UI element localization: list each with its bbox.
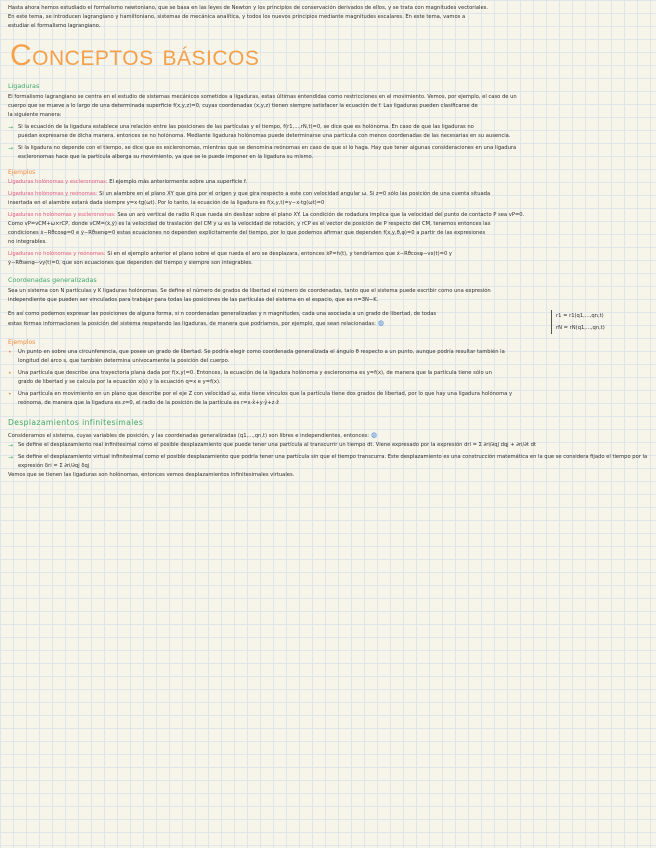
ligaduras-line: cuerpo que se mueve a lo largo de una determinada superficie f(x,y,z)=0, cuyas coordenadas (x,y,z) tienen siempre satisfacer la ecuación de f. Las ligaduras pueden clasificarse de [8, 103, 478, 109]
ejemplos2-section [8, 338, 648, 408]
info-circle-icon: ◍ [377, 319, 384, 327]
arrow-right-icon: → [8, 454, 14, 461]
desplazamiento-virtual-bullet [8, 453, 648, 471]
ejemplo-line: ẏ−Rθ̇senφ−vy(t)=0, que son ecuaciones que dependen del tiempo y siempre son integrables. [8, 260, 253, 266]
coordenadas-heading: Coordenadas generalizadas [8, 276, 97, 284]
ejemplo-line: Sea un aro vertical de radio R que rueda sin deslizar sobre el plano XY. La condición de rodadura implica que la velocidad del punto de contacto P sea vP=0. [117, 212, 525, 218]
intro-paragraph [8, 4, 648, 31]
ejemplo2-line: longitud del arco s, que también determina unívocamente la posición del cuerpo. [18, 358, 230, 364]
ejemplo2-item [8, 369, 648, 387]
intro-line: Hasta ahora hemos estudiado el formalismo newtoniano, que se basa en las leyes de Newton y los principios de conservación derivados de ellos, y se trata con magnitudes vectoriales. [8, 5, 488, 11]
coordenadas-line: Sea un sistema con N partículas y K ligaduras holónomas. Se define el número de grados de libertad el número de coordenadas, tanto que el sistema puede escribir como una expresión [8, 288, 491, 294]
bullet-line: Si la ligadura no depende con el tiempo, se dice que es escleronomas, mientras que se denomina reónomas en caso de que si lo haga. Hay que tener algunas consideraciones en una ligadura [18, 145, 517, 151]
bullet-line: escleronomas hace que la partícula alberga su movimiento, ya que se le puede imponer en la ligadura su mismo. [18, 154, 314, 160]
ejemplo2-item [8, 390, 648, 408]
equation-system [551, 310, 648, 334]
ligaduras-heading: Ligaduras [8, 82, 40, 90]
bullet-dot-icon: • [8, 370, 12, 377]
bullet-dot-icon: • [8, 391, 12, 398]
coordenadas-line: estas formas informaciones la posición del sistema respetando las ligaduras, de manera que podríamos, por ejemplo, que sean relacionadas: [8, 321, 376, 327]
ejemplo-label: Ligaduras holónomas y escleronomas: [8, 179, 108, 185]
intro-line: estudiar el formalismo lagrangiano. [8, 23, 101, 29]
desplazamiento-line: Se define el desplazamiento real infinitesimal como el posible desplazamiento que puede tener una partícula al transcurrir un tiempo dt. Viene expresado por la expresión dri = Σ ∂ri/∂qj dqj + ∂ri/∂t dt [18, 442, 536, 448]
desplazamientos-heading: Desplazamientos infinitesimales [8, 418, 144, 427]
ejemplos2-heading: Ejemplos [8, 339, 36, 346]
ligaduras-line: la siguiente manera: [8, 112, 62, 118]
coordenadas-section [8, 275, 648, 334]
desplazamiento-real-bullet [8, 441, 648, 450]
ligaduras-bullet-escleronomas [8, 144, 648, 162]
bullet-dot-icon: • [8, 349, 12, 356]
ejemplo2-item [8, 348, 648, 366]
ejemplo-label: Ligaduras no holónomas y reónomas: [8, 251, 106, 257]
bullet-line: Si la ecuación de la ligadura establece una relación entre las posiciones de las partículas y el tiempo, f(r1,...,rN,t)=0, se dice que es holónoma. En caso de que las ligaduras no [18, 124, 474, 130]
arrow-right-icon: → [8, 442, 14, 449]
desplazamientos-intro: Consideramos el sistema, cuyas variables de posición, y las coordenadas generalizadas (q1,...,qn,t) son libres e independientes, entonces: [8, 433, 369, 439]
desplazamiento-line: Se define el desplazamiento virtual infinitesimal como el posible desplazamiento que podría tener una partícula sin que el tiempo transcurra. Este desplazamiento es una construcción matemática en la que se considera fijado el tiempo por la expresión δri = Σ ∂ri/∂qj δqj [18, 454, 648, 469]
ejemplo2-line: reónoma, de manera que la ligadura es z=0, el radio de la posición de la partícula es r=x·x̂+y·ŷ+z·ẑ [18, 400, 279, 406]
ligaduras-line: El formalismo lagrangiano se centra en el estudio de sistemas mecánicos sometidos a ligaduras, estas últimas entendidas como restricciones en el movimiento. Vemos, por ejemplo, el caso de un [8, 94, 517, 100]
ejemplo2-line: Un punto en sobre una circunferencia, que posee un grado de libertad. Se podría elegir como coordenada generalizada el ángulo θ respecto a un punto, aunque podría resultar también la [18, 349, 505, 355]
info-circle-icon: ◍ [370, 431, 378, 439]
ejemplo-label: Ligaduras holónomas y reónomas: [8, 191, 98, 197]
ejemplo-item [8, 250, 648, 268]
ejemplo-line: Si un alambre en el plano XY que gira por el origen y que gira respecto a este con velocidad angular ω. Si z=0 sólo las posición de una cuenta situada [99, 191, 491, 197]
bullet-line: puedan expresarse de dicha manera, entonces se no holónoma. Mediante ligaduras holónomas puede determinarse una partícula con menos coordenadas de las necesarias en su ausencia. [18, 133, 511, 139]
ejemplo-item [8, 178, 648, 187]
ejemplo-line: no integrables. [8, 239, 47, 245]
coordenadas-line: independiente que pueden ser vinculados para trabajar para todas las posiciones de las partículas del sistema en el espacio, que es n=3N−K. [8, 297, 379, 303]
ejemplo2-line: grado de libertad y se calcula por la ecuación x(s) y la ecuación q=x e y=f(x). [18, 379, 221, 385]
ejemplo-line: condiciones ẋ−Rθ̇cosφ=0 e ẏ−Rθ̇senφ=0 estas ecuaciones no dependen explícitamente del tiempo, por lo que podemos afirmar que dependen f(x,y,θ,φ)=0 a partir de las expresiones [8, 230, 486, 236]
ejemplo-line: Si en el ejemplo anterior el plano sobre el que rueda el aro se desplazara, entonces ẋP=h(t), y tendríamos que ẋ−Rθ̇cosφ−vx(t)=0 y [107, 251, 453, 257]
desplazamientos-section [8, 417, 648, 480]
coordenadas-row [8, 310, 648, 334]
ejemplo-item [8, 190, 648, 208]
equation-line: rN = rN(q1,...,qn,t) [556, 325, 605, 331]
desplazamientos-outro: Vemos que se tienen las ligaduras son holónomas, entonces vemos desplazamientos infinitesimales virtuales. [8, 472, 295, 478]
ejemplo-item [8, 211, 648, 247]
arrow-right-icon: → [8, 145, 14, 152]
ejemplos-heading: Ejemplos [8, 169, 36, 176]
intro-line: En este tema, se introducen lagrangiano y hamiltoniano, sistemas de mecánica analítica, y todos los nuevos principios mediante magnitudes escalares. En este tema, vamos a [8, 14, 466, 20]
ligaduras-section [8, 81, 648, 162]
coordenadas-line: En así como podemos expresar las posiciones de alguna forma, si n coordenadas generalizadas y n magnitudes, cada una asociada a un grado de libertad, de todas [8, 311, 437, 317]
ligaduras-bullet-holonomas [8, 123, 648, 141]
ejemplo-line: Como vP=vCM+ω×rCP, donde vCM=(ẋ,ẏ) es la velocidad de traslación del CM y ω es la velocidad de rotación, y rCP es el vector de posición de P respecto del CM, tenemos entonces las [8, 221, 491, 227]
ejemplo-line: insertada en el alambre estará dada siempre y=x·tg(ωt). Por lo tanto, la ecuación de la ligadura es f(x,y,t)=y−x·tg(ωt)=0 [8, 200, 325, 206]
arrow-right-icon: → [8, 124, 14, 131]
page-title: Conceptos básicos [10, 39, 260, 72]
equation-line: r1 = r1(q1,...,qn,t) [556, 313, 604, 319]
ejemplo-line: El ejemplo más anteriormente sobre una superficie f. [109, 179, 248, 185]
ejemplo2-line: Una partícula que describe una trayectoria plana dada por f(x,y)=0. Entonces, la ecuación de la ligadura holónoma y escleronoma es y=f(x), de manera que la partícula tiene sólo un [18, 370, 492, 376]
ejemplo2-line: Una partícula en movimiento en un plano que describe por el eje Z con velocidad ω, esta tiene vínculos que la partícula tiene dos grados de libertad, por lo que hay una ligadura holónoma y [18, 391, 513, 397]
ejemplo-label: Ligaduras no holónomas y escleronomas: [8, 212, 116, 218]
ejemplos-section [8, 168, 648, 268]
